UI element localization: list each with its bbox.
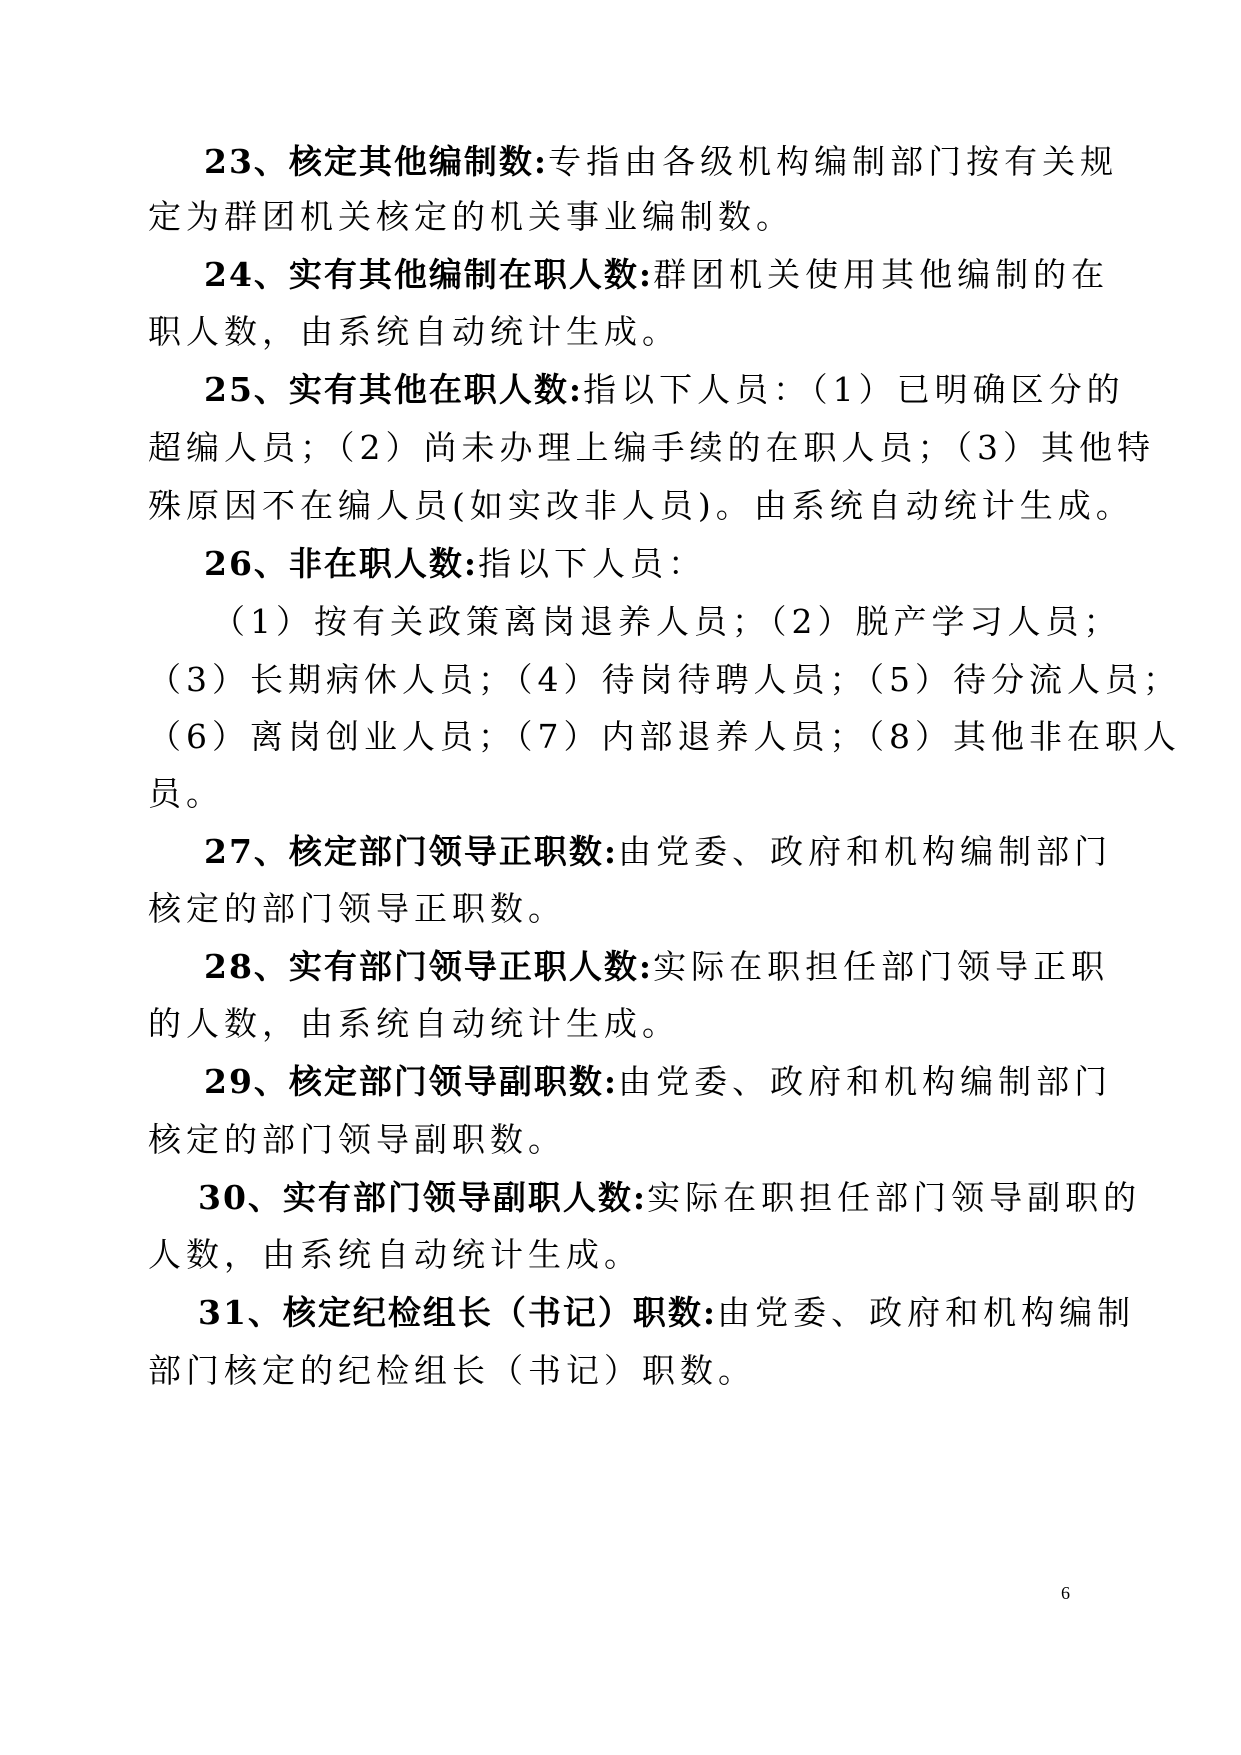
item-29-label: 29、核定部门领导副职数: [204, 1062, 619, 1101]
item-29-first-line [204, 1061, 1112, 1103]
item-24-text-2: 职人数，由系统自动统计生成。 [148, 312, 680, 351]
item-28-text-1: 实际在职担任部门领导正职 [653, 947, 1110, 986]
item-30-first-line [198, 1177, 1141, 1219]
item-26-text-1: 指以下人员： [478, 544, 707, 583]
item-28-label: 28、实有部门领导正职人数: [204, 947, 654, 986]
item-31-label: 31、核定纪检组长（书记）职数: [198, 1293, 718, 1332]
item-28-first-line [204, 946, 1109, 988]
item-25-text-1: 指以下人员：（1）已明确区分的 [583, 370, 1125, 409]
item-25-text-2: 超编人员；（2）尚未办理上编手续的在职人员；（3）其他特 [148, 428, 1155, 467]
item-26-text-2: （1）按有关政策离岗退养人员；（2）脱产学习人员； [212, 602, 1122, 641]
item-24-label: 24、实有其他编制在职人数: [204, 255, 654, 294]
item-27-text-1: 由党委、政府和机构编制部门 [618, 832, 1113, 871]
item-30-text-2: 人数，由系统自动统计生成。 [148, 1235, 642, 1274]
item-27-first-line [204, 831, 1112, 873]
item-31-text-2: 部门核定的纪检组长（书记）职数。 [148, 1351, 756, 1390]
item-23-text-2: 定为群团机关核定的机关事业编制数。 [148, 197, 794, 236]
item-30-label: 30、实有部门领导副职人数: [198, 1178, 648, 1217]
item-24-text-1: 群团机关使用其他编制的在 [653, 255, 1110, 294]
item-26-text-5: 员。 [148, 774, 224, 813]
item-29-text-1: 由党委、政府和机构编制部门 [618, 1062, 1113, 1101]
item-26-label: 26、非在职人数: [204, 544, 479, 583]
item-29-text-2: 核定的部门领导副职数。 [148, 1120, 566, 1159]
item-25-label: 25、实有其他在职人数: [204, 370, 584, 409]
item-23-first-line [204, 141, 1118, 183]
item-25-first-line [204, 369, 1125, 411]
item-26-text-3: （3）长期病休人员；（4）待岗待聘人员；（5）待分流人员； [148, 660, 1181, 699]
item-23-label: 23、核定其他编制数: [204, 142, 549, 181]
item-30-text-1: 实际在职担任部门领导副职的 [647, 1178, 1142, 1217]
item-24-first-line [204, 254, 1109, 296]
item-27-label: 27、核定部门领导正职数: [204, 832, 619, 871]
item-28-text-2: 的人数，由系统自动统计生成。 [148, 1004, 680, 1043]
item-31-text-1: 由党委、政府和机构编制 [717, 1293, 1136, 1332]
item-31-first-line [198, 1292, 1135, 1334]
item-23-text-1: 专指由各级机构编制部门按有关规 [548, 142, 1119, 181]
item-26-text-4: （6）离岗创业人员；（7）内部退养人员；（8）其他非在职人 [148, 717, 1181, 756]
page-number: 6 [1061, 1583, 1070, 1603]
item-26-first-line [204, 543, 706, 585]
item-27-text-2: 核定的部门领导正职数。 [148, 889, 566, 928]
item-25-text-3: 殊原因不在编人员(如实改非人员)。由系统自动统计生成。 [148, 486, 1134, 525]
